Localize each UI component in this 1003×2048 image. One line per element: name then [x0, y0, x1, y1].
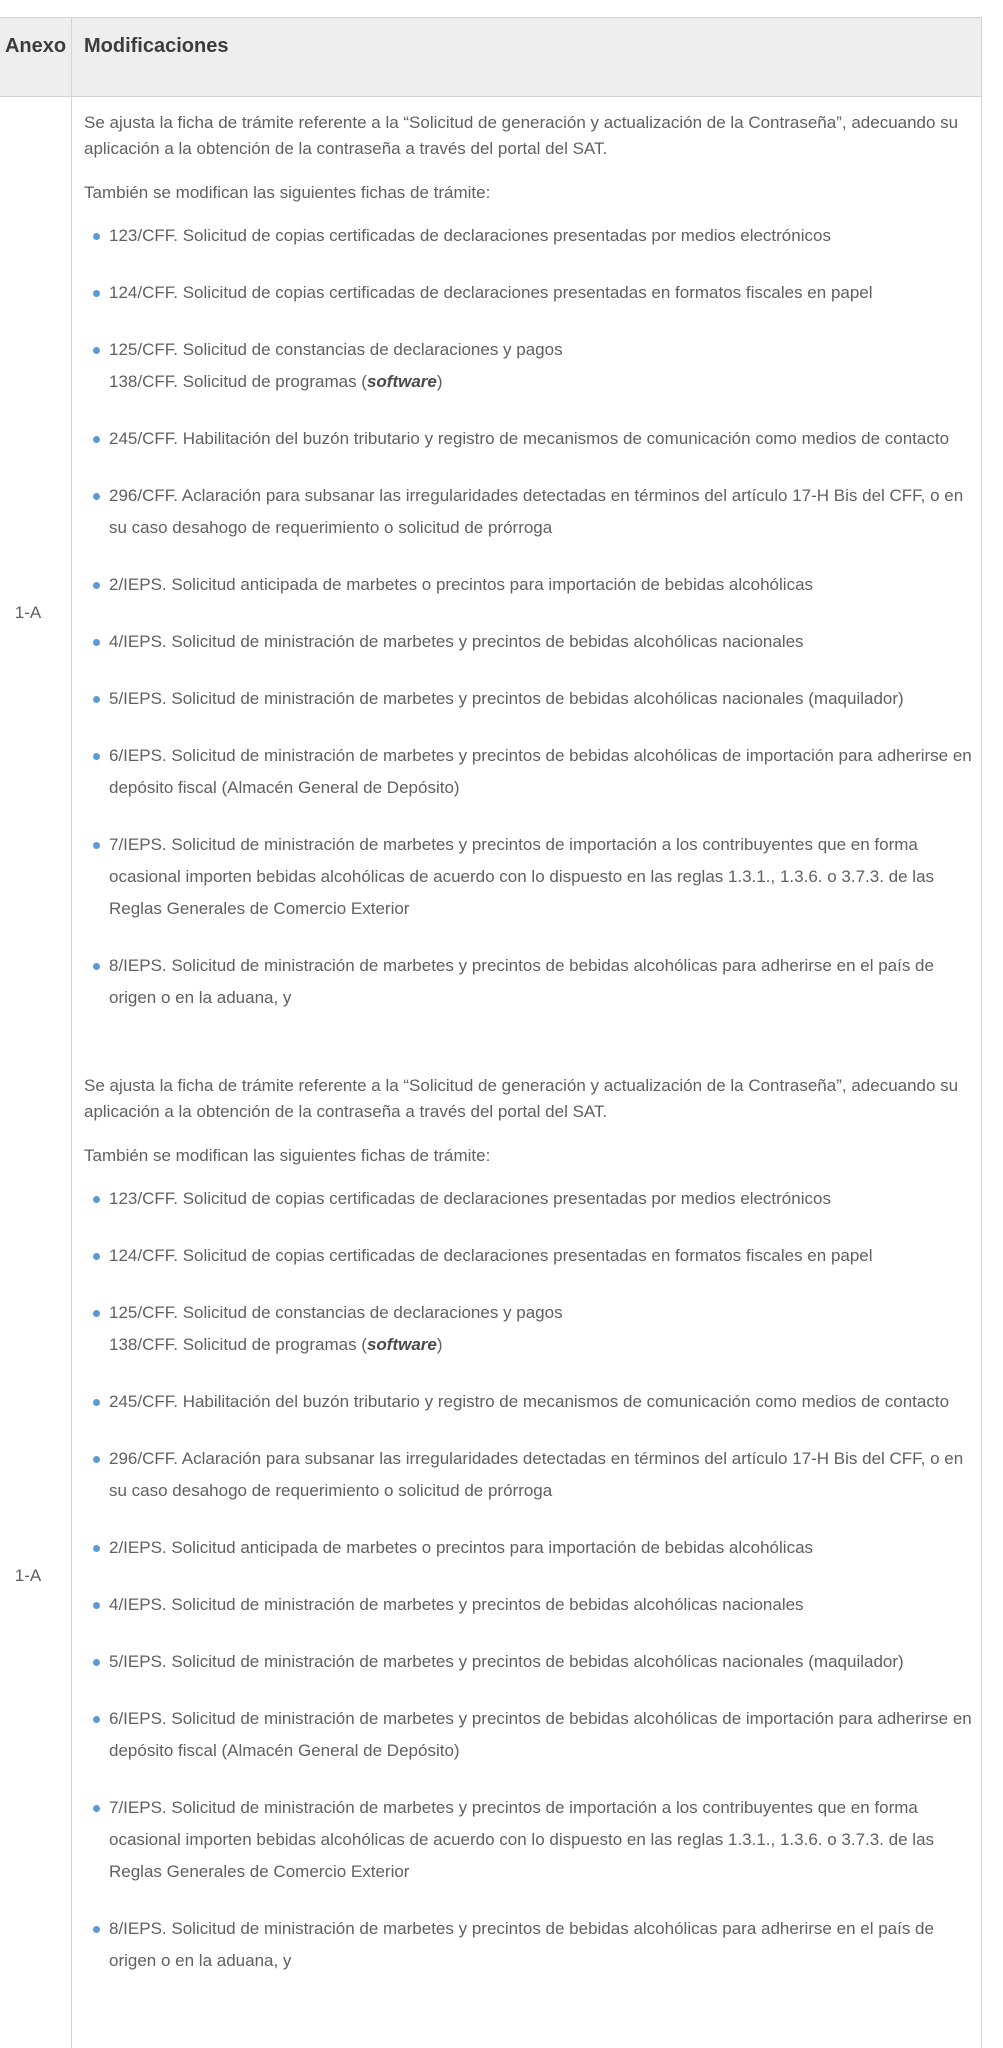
- header-anexo: Anexo: [4, 35, 67, 57]
- list-item: 7/IEPS. Solicitud de ministración de marbetes y precintos de importación a los contribuyentes que en forma ocasional importen bebidas alcohólicas de acuerdo con lo dispuesto en las reglas 1.3.1., 1.3.6. o 3.7.3. de las Reglas Generales de Comercio Exterior: [84, 1792, 976, 1888]
- also-paragraph: También se modifican las siguientes fichas de trámite:: [84, 1146, 491, 1165]
- bullet-icon: [93, 1310, 100, 1317]
- list-item: 125/CFF. Solicitud de constancias de declaraciones y pagos 138/CFF. Solicitud de programas (software): [84, 334, 976, 398]
- intro-paragraph: Se ajusta la ficha de trámite referente a la “Solicitud de generación y actualización de la Contraseña”, adecuando su aplicación a la obtención de la contraseña a través del portal del SAT.: [84, 1076, 959, 1121]
- anexo-cell: 1-A: [14, 1566, 42, 1585]
- bullet-icon: [93, 290, 100, 297]
- modifications-table: [0, 17, 982, 2048]
- tramite-list: [84, 220, 976, 1014]
- list-item: 4/IEPS. Solicitud de ministración de marbetes y precintos de bebidas alcohólicas nacionales: [84, 1589, 976, 1621]
- bullet-icon: [93, 639, 100, 646]
- bullet-icon: [93, 1253, 100, 1260]
- anexo-cell: 1-A: [14, 603, 42, 622]
- list-item: 296/CFF. Aclaración para subsanar las irregularidades detectadas en términos del artículo 17-H Bis del CFF, o en su caso desahogo de requerimiento o solicitud de prórroga: [84, 480, 976, 544]
- list-item: 6/IEPS. Solicitud de ministración de marbetes y precintos de bebidas alcohólicas de importación para adherirse en depósito fiscal (Almacén General de Depósito): [84, 740, 976, 804]
- bullet-icon: [93, 1545, 100, 1552]
- tramite-list: [84, 1183, 976, 1977]
- bullet-icon: [93, 233, 100, 240]
- list-item: 245/CFF. Habilitación del buzón tributario y registro de mecanismos de comunicación como medios de contacto: [84, 1386, 976, 1418]
- list-item: 296/CFF. Aclaración para subsanar las irregularidades detectadas en términos del artículo 17-H Bis del CFF, o en su caso desahogo de requerimiento o solicitud de prórroga: [84, 1443, 976, 1507]
- column-divider: [71, 18, 72, 2048]
- also-paragraph: También se modifican las siguientes fichas de trámite:: [84, 183, 491, 202]
- list-item: 123/CFF. Solicitud de copias certificadas de declaraciones presentadas por medios electrónicos: [84, 1183, 976, 1215]
- list-item: 5/IEPS. Solicitud de ministración de marbetes y precintos de bebidas alcohólicas nacionales (maquilador): [84, 683, 976, 715]
- bullet-icon: [93, 1399, 100, 1406]
- list-item: 4/IEPS. Solicitud de ministración de marbetes y precintos de bebidas alcohólicas nacionales: [84, 626, 976, 658]
- bullet-icon: [93, 582, 100, 589]
- bullet-icon: [93, 1456, 100, 1463]
- list-item: 245/CFF. Habilitación del buzón tributario y registro de mecanismos de comunicación como medios de contacto: [84, 423, 976, 455]
- list-item: 2/IEPS. Solicitud anticipada de marbetes o precintos para importación de bebidas alcohólicas: [84, 569, 976, 601]
- modificaciones-cell: [84, 110, 976, 1014]
- list-item: 2/IEPS. Solicitud anticipada de marbetes o precintos para importación de bebidas alcohólicas: [84, 1532, 976, 1564]
- bullet-icon: [93, 436, 100, 443]
- bullet-icon: [93, 1602, 100, 1609]
- bullet-icon: [93, 1196, 100, 1203]
- modificaciones-cell: [84, 1073, 976, 1977]
- list-item: 5/IEPS. Solicitud de ministración de marbetes y precintos de bebidas alcohólicas nacionales (maquilador): [84, 1646, 976, 1678]
- bullet-icon: [93, 753, 100, 760]
- intro-paragraph: Se ajusta la ficha de trámite referente a la “Solicitud de generación y actualización de la Contraseña”, adecuando su aplicación a la obtención de la contraseña a través del portal del SAT.: [84, 113, 959, 158]
- list-item: 8/IEPS. Solicitud de ministración de marbetes y precintos de bebidas alcohólicas para adherirse en el país de origen o en la aduana, y: [84, 950, 976, 1014]
- bullet-icon: [93, 696, 100, 703]
- bullet-icon: [93, 347, 100, 354]
- header-modificaciones: Modificaciones: [84, 35, 229, 57]
- list-item: 7/IEPS. Solicitud de ministración de marbetes y precintos de importación a los contribuyentes que en forma ocasional importen bebidas alcohólicas de acuerdo con lo dispuesto en las reglas 1.3.1., 1.3.6. o 3.7.3. de las Reglas Generales de Comercio Exterior: [84, 829, 976, 925]
- bullet-icon: [93, 493, 100, 500]
- bullet-icon: [93, 1716, 100, 1723]
- bullet-icon: [93, 1805, 100, 1812]
- bullet-icon: [93, 963, 100, 970]
- list-item: 124/CFF. Solicitud de copias certificadas de declaraciones presentadas en formatos fiscales en papel: [84, 277, 976, 309]
- list-item: 123/CFF. Solicitud de copias certificadas de declaraciones presentadas por medios electrónicos: [84, 220, 976, 252]
- table-header: [0, 18, 981, 97]
- bullet-icon: [93, 1659, 100, 1666]
- list-item: 125/CFF. Solicitud de constancias de declaraciones y pagos 138/CFF. Solicitud de programas (software): [84, 1297, 976, 1361]
- list-item: 8/IEPS. Solicitud de ministración de marbetes y precintos de bebidas alcohólicas para adherirse en el país de origen o en la aduana, y: [84, 1913, 976, 1977]
- bullet-icon: [93, 842, 100, 849]
- list-item: 6/IEPS. Solicitud de ministración de marbetes y precintos de bebidas alcohólicas de importación para adherirse en depósito fiscal (Almacén General de Depósito): [84, 1703, 976, 1767]
- list-item: 124/CFF. Solicitud de copias certificadas de declaraciones presentadas en formatos fiscales en papel: [84, 1240, 976, 1272]
- bullet-icon: [93, 1926, 100, 1933]
